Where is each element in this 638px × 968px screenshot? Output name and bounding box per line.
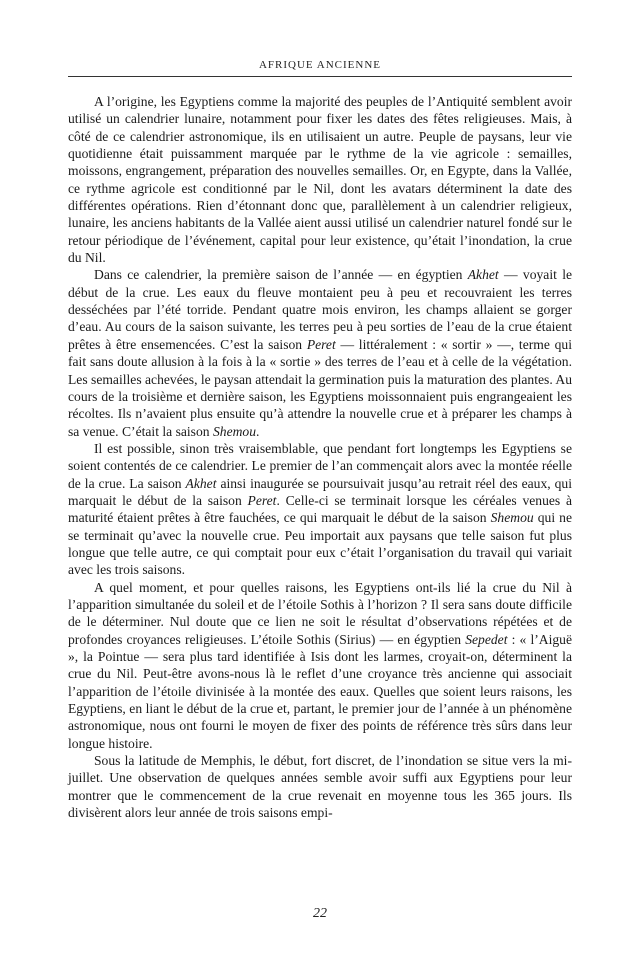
book-page <box>68 0 572 968</box>
paragraph <box>68 752 572 821</box>
text-run: ainsi inaugurée se poursuivait jusqu’au retrait réel des eaux, qui marquait le début de la saison <box>68 475 572 508</box>
paragraph <box>68 93 572 266</box>
running-head: AFRIQUE ANCIENNE <box>258 59 382 71</box>
text-run: : « l’Aiguë », la Pointue — sera plus tard identifiée à Isis dont les larmes, croyait-on, déterminent la crue du Nil. Peut-être avons-nous là le reflet d’une croyance très ancienne qui associait l’apparition de l’étoile divinisée à la montée des eaux. Quelles que soient leurs raisons, les Egyptiens, en liant le début de la crue et, partant, le premier jour de l’année à un phénomène astronomique, nous ont fourni le moyen de fixer des points de référence très sûrs dans leur longue histoire. <box>68 631 572 751</box>
italic-term: Peret <box>247 492 277 508</box>
text-run: Dans ce calendrier, la première saison de l’année — en égyptien <box>94 267 468 283</box>
text-run: — littéralement : « sortir » —, terme qui fait sans doute allusion à la fois à la « sortie » des terres de l’eau et à celle de la végétation. Les semailles achevées, le paysan attendait la germination puis la maturation des plantes. Au cours de la troisième et dernière saison, les Egyptiens moissonnaient puis engrangeaient les récoltes. Ils n’avaient plus ensuite qu’à attendre la nouvelle crue et à préparer les champs à sa venue. C’était la saison <box>68 336 572 439</box>
paragraph <box>68 440 572 579</box>
page-number: 22 <box>313 906 327 921</box>
text-run: Il est possible, sinon très vraisemblable, que pendant fort longtemps les Egyptiens se soient contentés de ce calendrier. Le premier de l’an commençait alors avec la montée réelle de la crue. La saison <box>68 440 572 491</box>
text-run: A l’origine, les Egyptiens comme la majorité des peuples de l’Antiquité semblent avoir utilisé un calendrier lunaire, notamment pour fixer les dates des fêtes religieuses. Mais, à côté de ce calendrier astronomique, ils en utilisaient un autre. Peuple de paysans, leur vie quotidienne était puissamment marquée par le rythme de la vie agricole : semailles, moissons, engrangement, préparation des nouvelles semailles. Or, en Egypte, dans la Vallée, ce rythme agricole est conditionné par le Nil, dont les avatars déterminent la date des différentes opérations. Rien d’étonnant donc que, parallèlement à un calendrier religieux, lunaire, les anciens habitants de la Vallée aient aussi utilisé un calendrier naturel fondé sur le retour périodique de l’événement, capital pour leur existence, qu’était l’inondation, la crue du Nil. <box>68 94 572 266</box>
body-text <box>68 93 572 821</box>
text-run: Sous la latitude de Memphis, le début, fort discret, de l’inondation se situe vers la mi-juillet. Une observation de quelques années semble avoir suffi aux Egyptiens pour leur montrer que le commencement de la crue revenait en moyenne tous les 365 jours. Ils divisèrent alors leur année de trois saisons empi- <box>68 753 572 821</box>
text-run: . <box>256 423 260 439</box>
header-rule <box>68 76 572 77</box>
paragraph <box>68 266 572 439</box>
italic-term: Shemou <box>212 423 257 439</box>
italic-term: Shemou <box>490 510 534 526</box>
text-run: A quel moment, et pour quelles raisons, les Egyptiens ont-ils lié la crue du Nil à l’apparition simultanée du soleil et de l’étoile Sothis à l’horizon ? Il sera sans doute difficile de le déterminer. Nul doute que ce lien ne soit le résultat d’observations répétées et de profondes croyances religieuses. L’étoile Sothis (Sirius) — en égyptien <box>68 579 572 647</box>
text-run: . Celle-ci se terminait lorsque les céréales venues à maturité étaient prêtes à être fauchées, ce qui marquait le début de la saison <box>68 492 573 526</box>
paragraph <box>68 579 572 752</box>
text-run: — voyait le début de la crue. Les eaux du fleuve montaient peu à peu et recouvraient les terres desséchées par l’été torride. Pendant quatre mois environ, les champs allaient se gorger d’eau. Au cours de la saison suivante, les terres peu à peu sorties de l’eau de la crue étaient prêtes à être ensemencées. C’est la saison <box>68 267 573 352</box>
italic-term: Akhet <box>185 475 217 491</box>
text-run: qui ne se terminait qu’avec la nouvelle crue. Peu importait aux paysans que telle saison fut plus longue que telle autre, ce qui comptait pour eux c’était l’organisation du travail qui variait avec les trois saisons. <box>68 510 573 578</box>
italic-term: Sepedet <box>465 631 508 647</box>
italic-term: Akhet <box>467 267 499 283</box>
italic-term: Peret <box>306 336 336 352</box>
